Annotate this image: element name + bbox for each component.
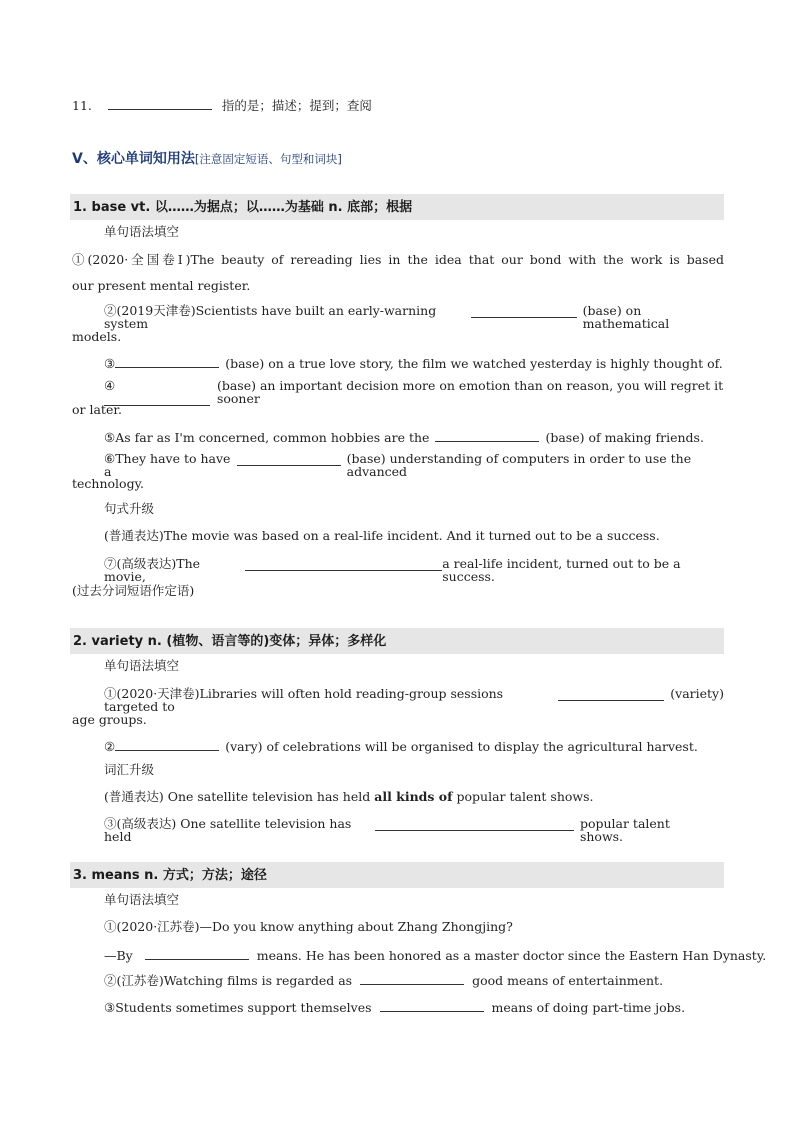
question-text: (variety) — [670, 686, 724, 701]
answer-blank[interactable] — [237, 453, 340, 466]
question-1-cont: our present mental register. — [72, 278, 251, 293]
word-heading: 3. means n. 方式；方法；途径 — [73, 868, 267, 883]
question-text: ⑥They have to have a — [104, 451, 231, 479]
answer-blank[interactable] — [245, 558, 442, 571]
subheading: 句式升级 — [104, 501, 155, 516]
question-text: (base) understanding of computers in order to use the advanced — [346, 451, 692, 479]
answer-blank[interactable] — [108, 97, 212, 110]
answer-blank[interactable] — [435, 429, 539, 442]
expression-text: (普通表达) One satellite television has held — [104, 789, 375, 804]
question-text: means. He has been honored as a master doctor since the Eastern Han Dynasty. — [256, 948, 767, 963]
question-text: (base) on mathematical — [582, 303, 670, 331]
question-text: (vary) of celebrations will be organised to display the agricultural harvest. — [225, 739, 698, 754]
answer-blank[interactable] — [360, 972, 464, 985]
question-text: a real-life incident, turned out to be a success. — [442, 556, 681, 584]
word-heading: 1. base vt. 以……为据点；以……为基础 n. 底部；根据 — [73, 200, 413, 215]
question-6-cont: technology. — [72, 476, 144, 491]
word-heading-band — [70, 194, 724, 220]
question-text: (base) of making friends. — [545, 430, 704, 445]
section-title — [72, 152, 342, 166]
item-number: 11. — [72, 98, 92, 113]
question-7-note: (过去分词短语作定语) — [72, 583, 195, 598]
plain-expression — [104, 791, 593, 804]
question-7 — [104, 558, 724, 583]
subheading: 单句语法填空 — [104, 658, 180, 673]
question-text: —By — [104, 948, 133, 963]
question-text: ②(江苏卷)Watching films is regarded as — [104, 973, 353, 988]
question-text: ③(高级表达) One satellite television has held — [104, 816, 352, 844]
question-text: ⑤As far as I'm concerned, common hobbies are the — [104, 430, 430, 445]
item-meaning: 指的是；描述；提到；查阅 — [221, 98, 372, 113]
question-1: ①(2020·江苏卷)—Do you know anything about Zhang Zhongjing? — [104, 919, 513, 934]
answer-blank[interactable] — [145, 947, 249, 960]
question-text: (base) an important decision more on emotion than on reason, you will regret it sooner — [216, 378, 724, 406]
section-note: [注意固定短语、句型和词块] — [194, 152, 342, 166]
question-2-cont: models. — [72, 329, 122, 344]
subheading: 词汇升级 — [104, 762, 155, 777]
question-text: (base) on a true love story, the film we watched yesterday is highly thought of. — [225, 356, 723, 371]
question-1 — [72, 254, 724, 267]
question-text: good means of entertainment. — [472, 973, 664, 988]
answer-blank[interactable] — [558, 688, 664, 701]
question-1-cont — [104, 947, 766, 963]
question-number: ④ — [104, 378, 116, 393]
question-4-cont: or later. — [72, 402, 122, 417]
subheading: 单句语法填空 — [104, 224, 180, 239]
question-2 — [104, 972, 663, 988]
item-11 — [72, 97, 372, 113]
answer-blank[interactable] — [471, 305, 577, 318]
question-6 — [104, 453, 724, 478]
expression-text: popular talent shows. — [452, 789, 594, 804]
question-text: popular talent shows. — [579, 816, 670, 844]
question-2 — [104, 305, 724, 330]
question-1 — [104, 688, 724, 713]
answer-blank[interactable] — [380, 999, 484, 1012]
question-text: ①(2020·全国卷Ⅰ)The beauty of rereading lies in the idea that our bond with the work is based — [72, 252, 724, 267]
plain-expression: (普通表达)The movie was based on a real-life incident. And it turned out to be a success. — [104, 528, 660, 543]
answer-blank[interactable] — [375, 818, 574, 831]
question-5 — [104, 429, 704, 445]
question-3 — [104, 818, 710, 843]
answer-blank[interactable] — [115, 355, 219, 368]
question-text: ③Students sometimes support themselves — [104, 1000, 372, 1015]
word-heading: 2. variety n. (植物、语言等的)变体；异体；多样化 — [73, 634, 387, 649]
question-text: ①(2020·天津卷)Libraries will often hold reading-group sessions targeted to — [104, 686, 504, 714]
key-phrase: all kinds of — [374, 789, 453, 804]
question-1-cont: age groups. — [72, 712, 147, 727]
subheading: 单句语法填空 — [104, 892, 180, 907]
question-text: ②(2019天津卷)Scientists have built an early-warning system — [104, 303, 437, 331]
word-heading-band — [70, 862, 724, 888]
question-number: ③ — [104, 356, 116, 371]
question-3 — [104, 355, 723, 371]
question-2 — [104, 738, 698, 754]
answer-blank[interactable] — [115, 738, 219, 751]
question-text: means of doing part-time jobs. — [491, 1000, 686, 1015]
question-text: ⑦(高级表达)The movie, — [104, 556, 201, 584]
section-heading: V、核心单词知用法 — [72, 151, 195, 167]
question-4 — [104, 380, 724, 408]
question-3 — [104, 999, 685, 1015]
question-number: ② — [104, 739, 116, 754]
word-heading-band — [70, 628, 724, 654]
